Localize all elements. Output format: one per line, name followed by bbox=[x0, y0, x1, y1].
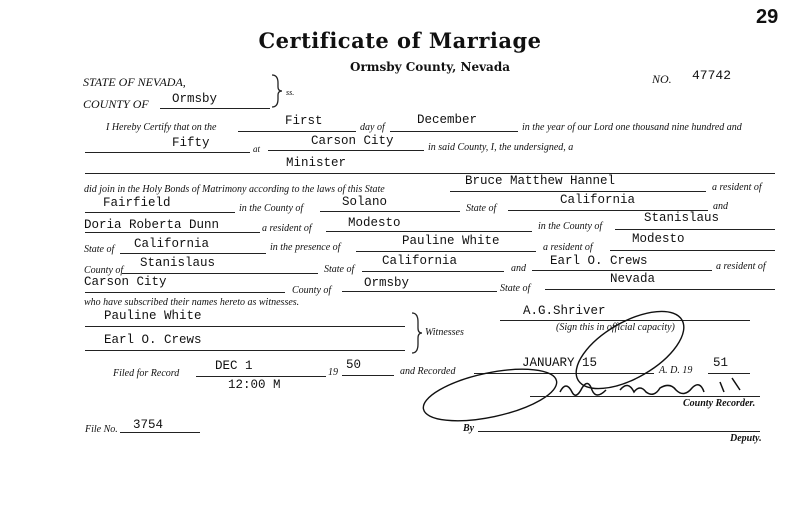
county-label: COUNTY OF bbox=[83, 97, 149, 111]
no-label: NO. bbox=[652, 72, 672, 86]
file-no-label: File No. bbox=[85, 424, 118, 435]
at-text: at bbox=[253, 144, 261, 154]
witness1-name: Pauline White bbox=[402, 234, 500, 248]
county-of-text-2: County of bbox=[292, 285, 332, 296]
groom-city: Fairfield bbox=[103, 196, 171, 210]
year-text: in the year of our Lord one thousand nine hundred and bbox=[522, 122, 742, 133]
county-undersigned-text: in said County, I, the undersigned, a bbox=[428, 142, 574, 153]
witness2-resident-of-text: a resident of bbox=[716, 261, 766, 272]
day-value: First bbox=[285, 114, 323, 128]
certificate-number: 47742 bbox=[692, 68, 732, 83]
groom-county: Solano bbox=[342, 195, 388, 209]
by-label: By bbox=[463, 423, 475, 434]
witness-signature-1: Pauline White bbox=[104, 309, 202, 323]
county-of-text: County of bbox=[84, 265, 124, 276]
state-of-text-4: State of bbox=[500, 283, 531, 294]
and-text-2: and bbox=[511, 263, 526, 274]
filed-date: DEC 1 bbox=[215, 359, 253, 373]
subscribed-text: who have subscribed their names hereto as witnesses. bbox=[84, 297, 300, 308]
resident-of-text: a resident of bbox=[712, 182, 762, 193]
witness1-state: California bbox=[382, 254, 458, 268]
bride-state: California bbox=[134, 237, 210, 251]
recorded-year: 51 bbox=[713, 356, 729, 370]
in-county-of-text: in the County of bbox=[239, 203, 304, 214]
recorded-date: JANUARY 15 bbox=[522, 356, 598, 370]
bride-county: Stanislaus bbox=[644, 211, 720, 225]
ss-label: ss. bbox=[286, 88, 295, 97]
page-number: 29 bbox=[756, 6, 779, 28]
recorder-signature-icon bbox=[420, 300, 780, 430]
witness-signature-2: Earl O. Crews bbox=[104, 333, 202, 347]
witness1-county: Stanislaus bbox=[140, 256, 216, 270]
witnesses-label: Witnesses bbox=[425, 327, 464, 338]
witness2-state: Nevada bbox=[610, 272, 656, 286]
did-join-text: did join in the Holy Bonds of Matrimony according to the laws of this State bbox=[84, 184, 385, 195]
and-text: and bbox=[713, 201, 728, 212]
witness2-city: Carson City bbox=[84, 275, 167, 289]
page-title: Certificate of Marriage bbox=[258, 28, 542, 53]
state-label: STATE OF NEVADA, bbox=[83, 75, 186, 89]
witness2-county: Ormsby bbox=[364, 276, 410, 290]
place-value: Carson City bbox=[311, 134, 394, 148]
groom-state: California bbox=[560, 193, 636, 207]
day-of-text: day of bbox=[360, 122, 385, 133]
file-no-value: 3754 bbox=[133, 418, 164, 432]
recorded-label: and Recorded bbox=[400, 366, 456, 377]
deputy-label: Deputy. bbox=[730, 433, 762, 444]
ad-label: A. D. 19 bbox=[659, 365, 693, 376]
filed-time: 12:00 M bbox=[228, 378, 281, 392]
bride-resident-of-text: a resident of bbox=[262, 223, 312, 234]
witness1-city: Modesto bbox=[632, 232, 685, 246]
state-of-text: State of bbox=[466, 203, 497, 214]
state-of-text-2: State of bbox=[84, 244, 115, 255]
witness1-resident-of-text: a resident of bbox=[543, 242, 593, 253]
county-recorder-label: County Recorder. bbox=[683, 398, 756, 409]
in-presence-text: in the presence of bbox=[270, 242, 341, 253]
groom-name: Bruce Matthew Hannel bbox=[465, 174, 616, 188]
sign-instruction: (Sign this in official capacity) bbox=[556, 322, 675, 333]
in-the-county-of-text: in the County of bbox=[538, 221, 603, 232]
witness2-name: Earl O. Crews bbox=[550, 254, 648, 268]
filed-year: 50 bbox=[346, 358, 362, 372]
month-value: December bbox=[417, 113, 478, 127]
bride-name: Doria Roberta Dunn bbox=[84, 218, 220, 232]
county-value: Ormsby bbox=[172, 92, 218, 106]
officiant-title: Minister bbox=[286, 156, 347, 170]
bride-city: Modesto bbox=[348, 216, 401, 230]
year-value: Fifty bbox=[172, 136, 210, 150]
page-subtitle: Ormsby County, Nevada bbox=[349, 60, 510, 74]
state-of-text-3: State of bbox=[324, 264, 355, 275]
filed-label: Filed for Record bbox=[113, 368, 180, 379]
filed-19-text: 19 bbox=[328, 367, 338, 378]
certify-text: I Hereby Certify that on the bbox=[106, 122, 217, 133]
officiant-signature: A.G.Shriver bbox=[523, 304, 606, 318]
brace-icon bbox=[270, 73, 284, 109]
